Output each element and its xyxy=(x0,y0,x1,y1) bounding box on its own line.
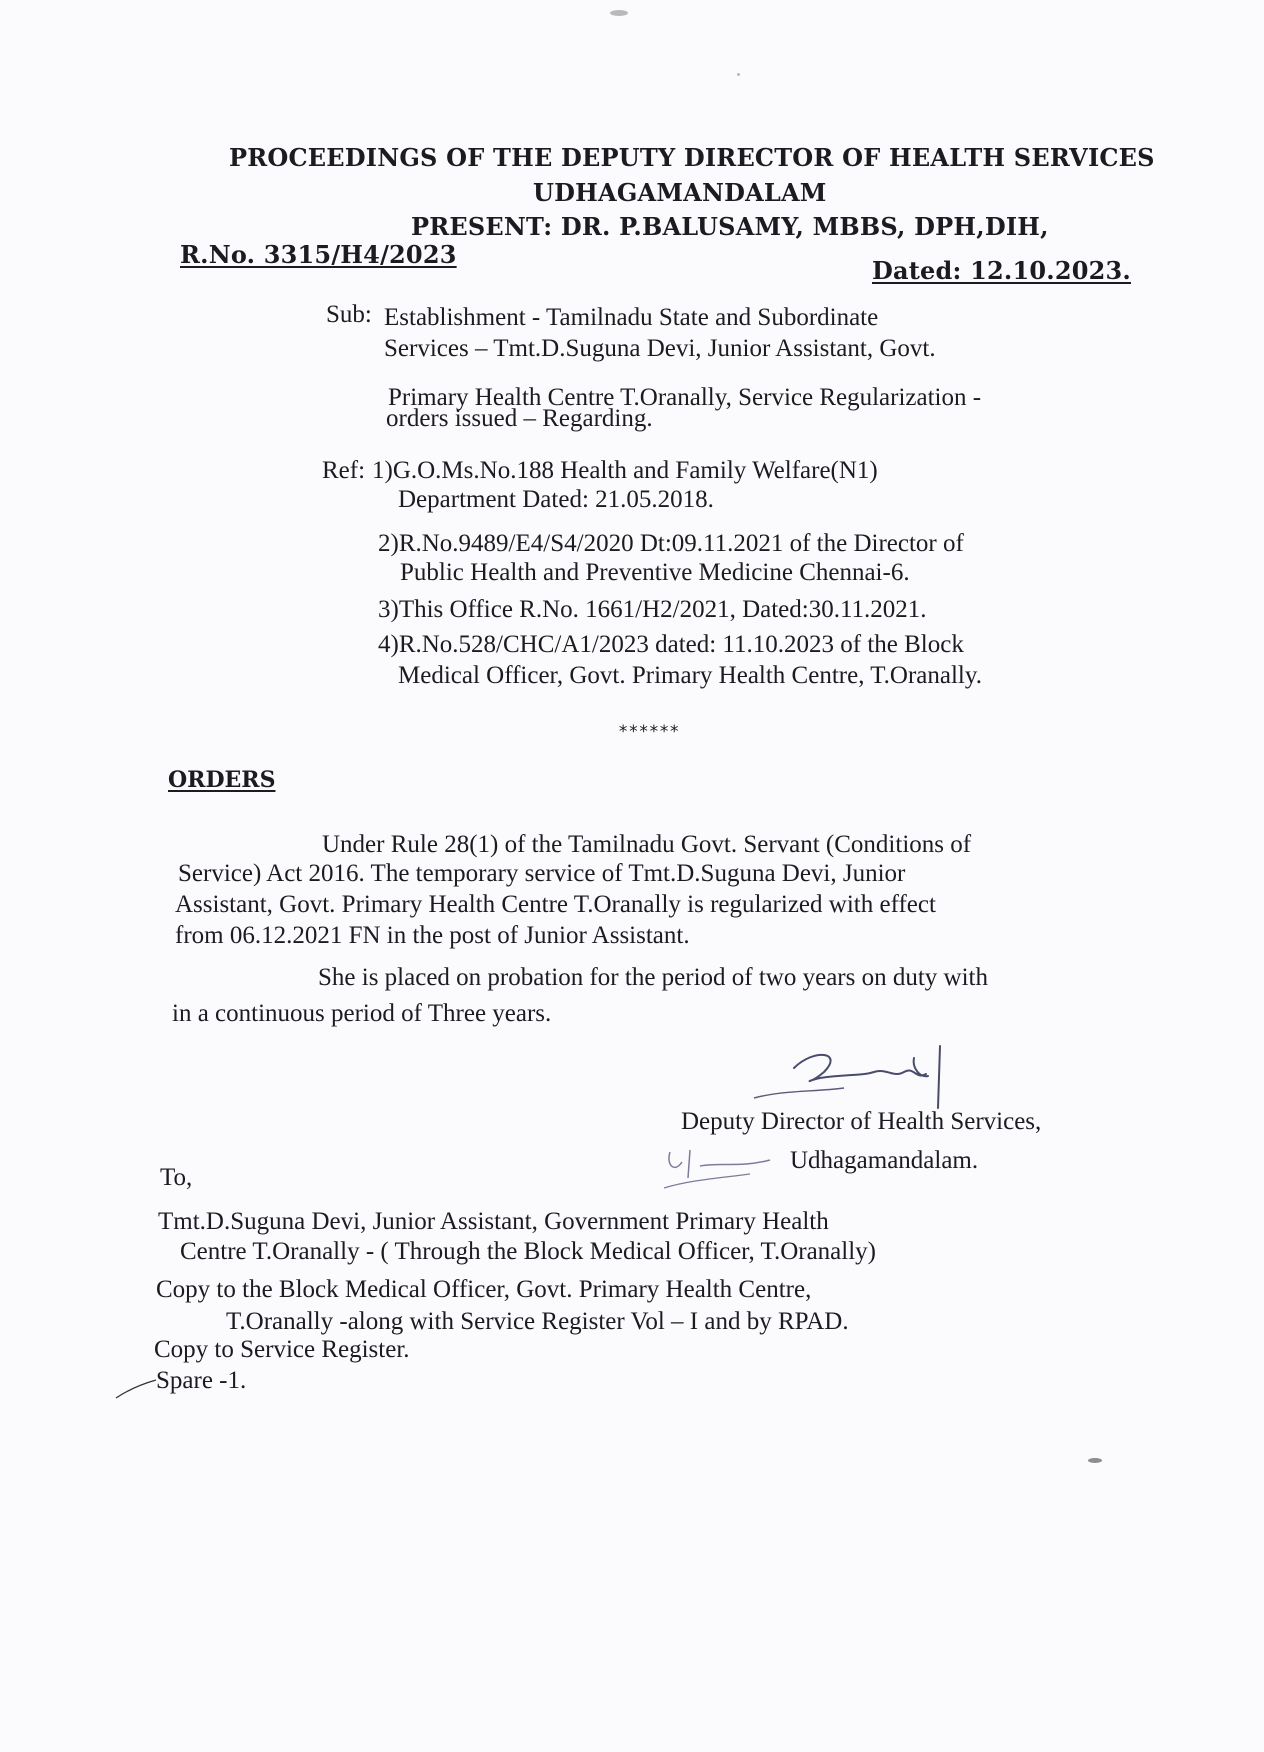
orders-paragraph-line: Assistant, Govt. Primary Health Centre T.Oranally is regularized with effect xyxy=(175,891,936,918)
reference-label: Ref: xyxy=(322,457,366,484)
scan-speck xyxy=(1088,1458,1102,1463)
reference-line: Public Health and Preventive Medicine Chennai-6. xyxy=(400,559,910,586)
distribution-line: Tmt.D.Suguna Devi, Junior Assistant, Government Primary Health xyxy=(158,1208,829,1235)
reference-line: Department Dated: 21.05.2018. xyxy=(398,486,714,513)
scan-speck xyxy=(610,10,628,16)
signatory-designation: Deputy Director of Health Services, xyxy=(681,1108,1042,1135)
handwritten-date-mark xyxy=(660,1144,790,1194)
addressee-label: To, xyxy=(160,1164,193,1191)
header-title: PROCEEDINGS OF THE DEPUTY DIRECTOR OF HEALTH SERVICES xyxy=(229,143,1155,172)
orders-paragraph-line: in a continuous period of Three years. xyxy=(172,1000,552,1027)
distribution-line: Centre T.Oranally - ( Through the Block Medical Officer, T.Oranally) xyxy=(180,1238,876,1265)
distribution-line: Spare -1. xyxy=(156,1367,247,1394)
reference-line: 2)R.No.9489/E4/S4/2020 Dt:09.11.2021 of the Director of xyxy=(378,530,964,557)
signatory-place: Udhagamandalam. xyxy=(790,1147,979,1174)
distribution-line: Copy to the Block Medical Officer, Govt. Primary Health Centre, xyxy=(156,1276,812,1303)
reference-line: 1)G.O.Ms.No.188 Health and Family Welfare(N1) xyxy=(372,457,878,484)
subject-line: Services – Tmt.D.Suguna Devi, Junior Assistant, Govt. xyxy=(384,335,936,362)
pen-stroke xyxy=(114,1376,158,1402)
subject-label: Sub: xyxy=(326,301,372,328)
distribution-line: Copy to Service Register. xyxy=(154,1336,410,1363)
subject-line: Primary Health Centre T.Oranally, Service Regularization - xyxy=(388,384,982,411)
orders-paragraph-line: from 06.12.2021 FN in the post of Junior Assistant. xyxy=(175,922,690,949)
date-line: Dated: 12.10.2023. xyxy=(872,256,1131,285)
orders-paragraph-line: She is placed on probation for the period of two years on duty with xyxy=(318,964,988,991)
reference-line: 3)This Office R.No. 1661/H2/2021, Dated:30.11.2021. xyxy=(378,596,927,623)
scan-speck xyxy=(737,73,740,76)
subject-line: Establishment - Tamilnadu State and Subordinate xyxy=(384,304,879,331)
reference-number: R.No. 3315/H4/2023 xyxy=(180,240,457,269)
distribution-line: T.Oranally -along with Service Register Vol – I and by RPAD. xyxy=(226,1308,849,1335)
orders-paragraph-line: Service) Act 2016. The temporary service of Tmt.D.Suguna Devi, Junior xyxy=(178,860,906,887)
reference-line: Medical Officer, Govt. Primary Health Centre, T.Oranally. xyxy=(398,662,982,689)
orders-paragraph-line: Under Rule 28(1) of the Tamilnadu Govt. Servant (Conditions of xyxy=(322,831,972,858)
reference-line: 4)R.No.528/CHC/A1/2023 dated: 11.10.2023 of the Block xyxy=(378,631,964,658)
separator: ****** xyxy=(618,722,680,742)
orders-heading: ORDERS xyxy=(168,767,276,793)
subject-line: orders issued – Regarding. xyxy=(386,405,653,432)
header-location: UDHAGAMANDALAM xyxy=(533,178,827,207)
header-present: PRESENT: DR. P.BALUSAMY, MBBS, DPH,DIH, xyxy=(411,212,1049,241)
